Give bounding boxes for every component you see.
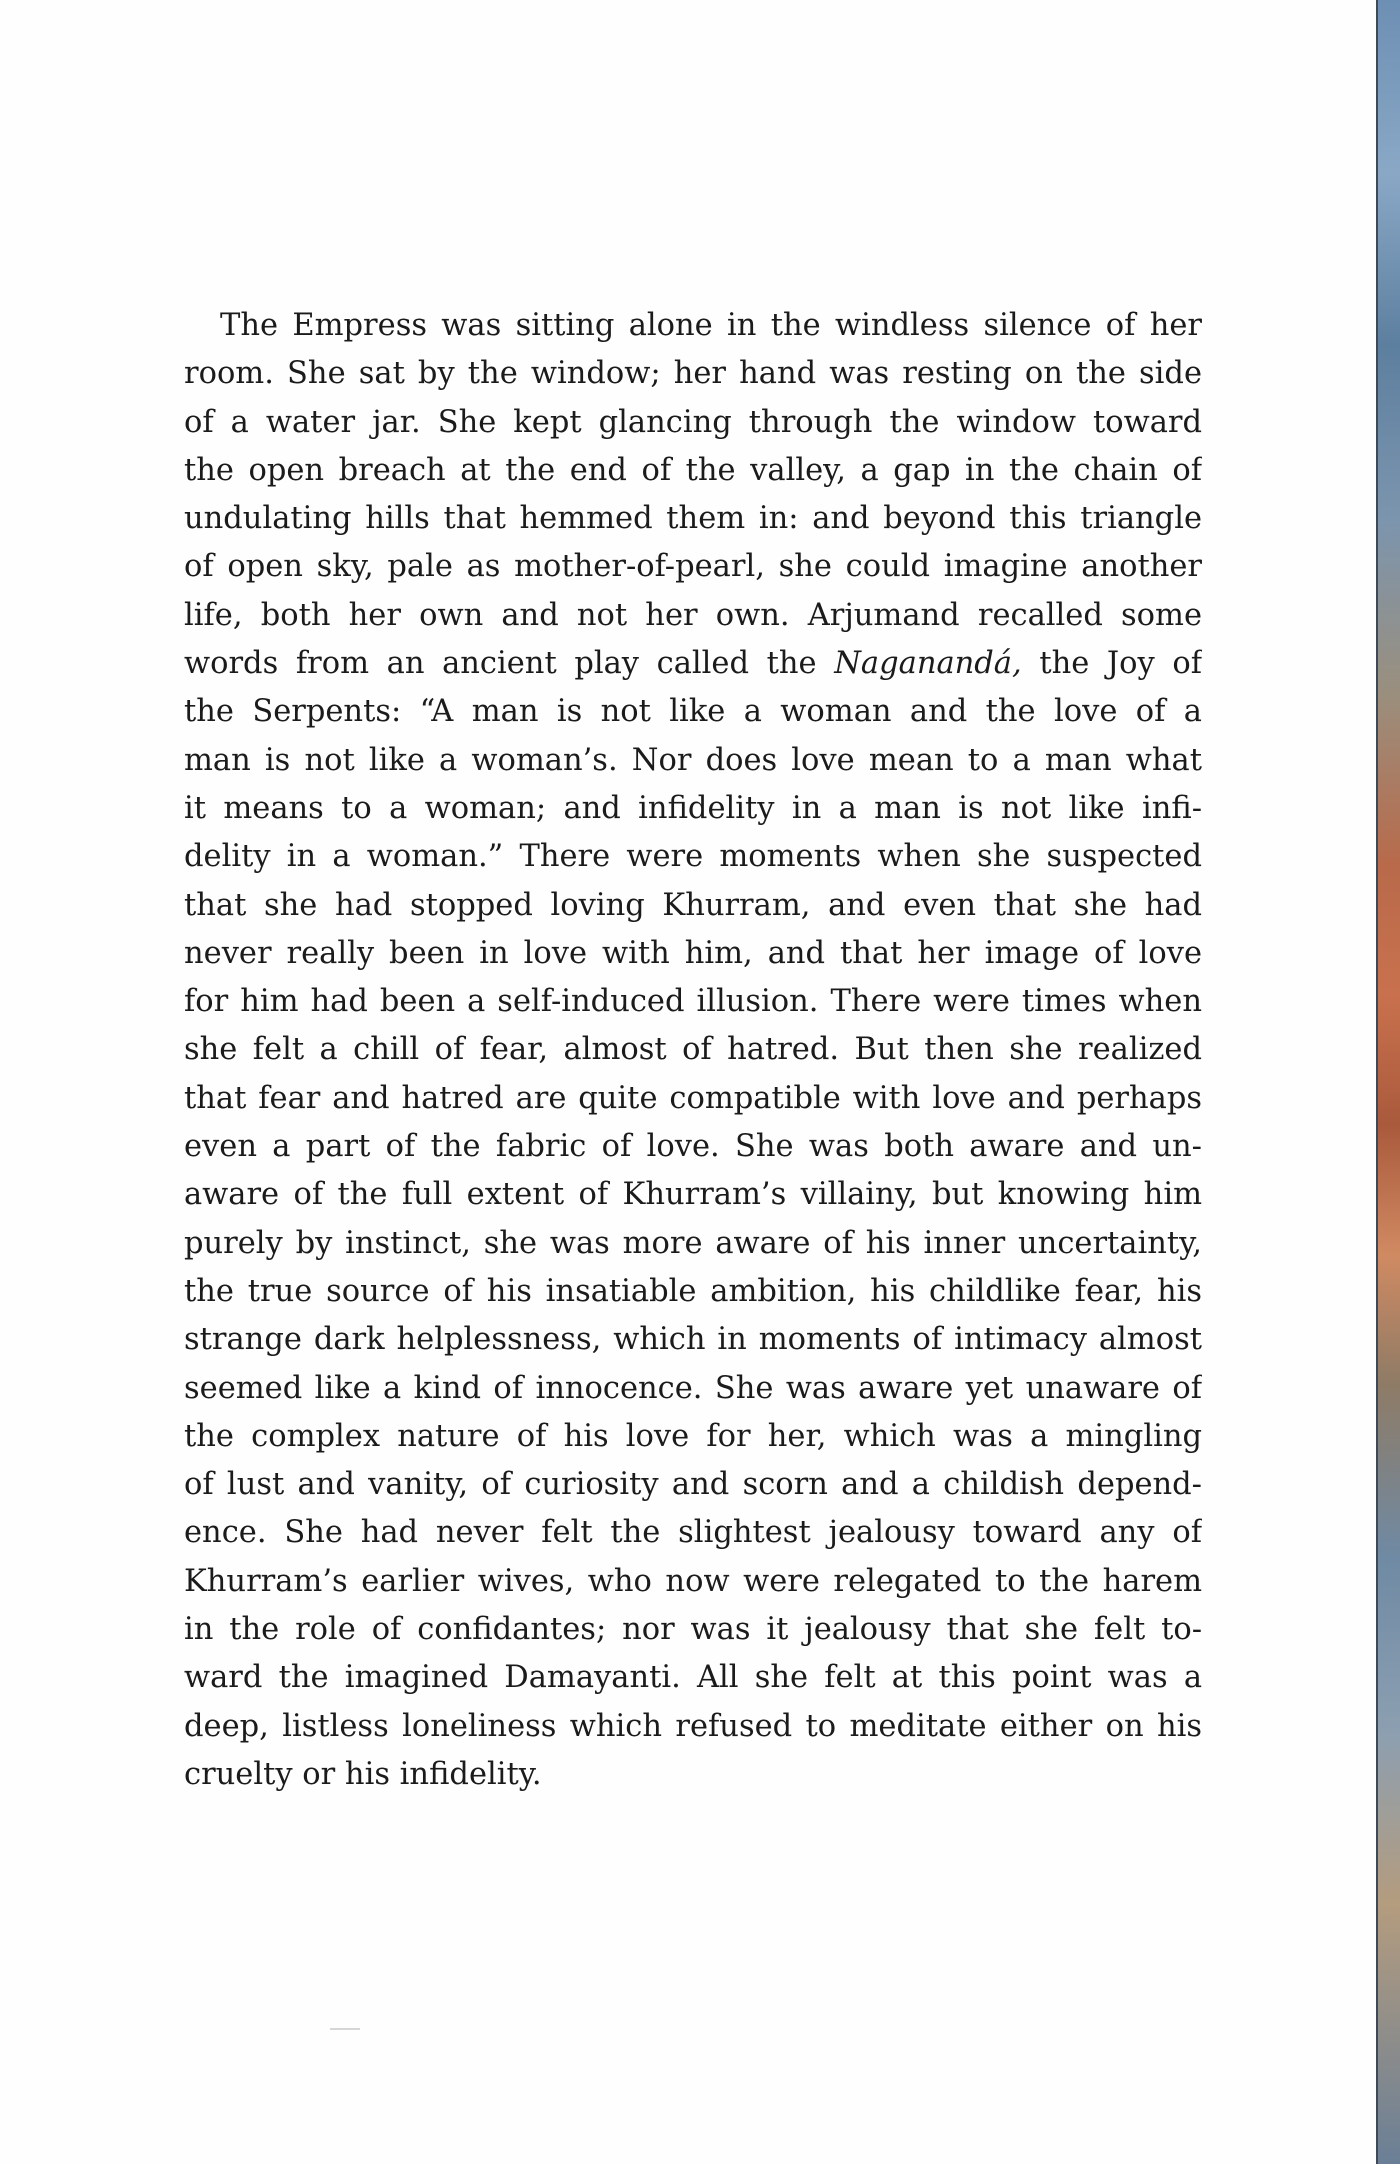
text-line: that fear and hatred are quite compatible with love and perhaps bbox=[184, 1080, 1202, 1116]
body-paragraph bbox=[184, 302, 1202, 1799]
text-line: of lust and vanity, of curiosity and scorn and a childish depend- bbox=[184, 1467, 1202, 1503]
text-line: cruelty or his infidelity. bbox=[184, 1756, 542, 1792]
text-line: of a water jar. She kept glancing through the window toward bbox=[184, 404, 1202, 440]
text-segment: the Joy of bbox=[1039, 646, 1202, 682]
text-line: life, both her own and not her own. Arjumand recalled some bbox=[184, 597, 1202, 633]
italic-play-title: Naganandá, bbox=[834, 646, 1022, 682]
text-line: that she had stopped loving Khurram, and even that she had bbox=[184, 887, 1202, 923]
text-line: strange dark helplessness, which in moments of intimacy almost bbox=[184, 1322, 1202, 1358]
text-line: she felt a chill of fear, almost of hatred. But then she realized bbox=[184, 1032, 1202, 1068]
text-line-with-title bbox=[184, 640, 1202, 688]
text-line: Khurram’s earlier wives, who now were relegated to the harem bbox=[184, 1563, 1202, 1599]
text-line: the complex nature of his love for her, which was a mingling bbox=[184, 1418, 1202, 1454]
text-line: the Serpents: “A man is not like a woman and the love of a bbox=[184, 694, 1202, 730]
text-line: ward the imagined Damayanti. All she felt at this point was a bbox=[184, 1660, 1202, 1696]
text-line: in the role of confidantes; nor was it jealousy that she felt to- bbox=[184, 1612, 1202, 1648]
text-line: it means to a woman; and infidelity in a man is not like infi- bbox=[184, 790, 1202, 826]
text-line: purely by instinct, she was more aware of his inner uncertainty, bbox=[184, 1225, 1202, 1261]
text-line: the open breach at the end of the valley, a gap in the chain of bbox=[184, 452, 1202, 488]
text-line: The Empress was sitting alone in the windless silence of her bbox=[220, 308, 1202, 343]
text-line: delity in a woman.” There were moments when she suspected bbox=[184, 839, 1202, 875]
text-line: of open sky, pale as mother-of-pearl, she could imagine another bbox=[184, 549, 1202, 585]
text-line: room. She sat by the window; her hand was resting on the side bbox=[184, 356, 1202, 392]
text-line: for him had been a self-induced illusion. There were times when bbox=[184, 984, 1202, 1020]
text-line: aware of the full extent of Khurram’s villainy, but knowing him bbox=[184, 1177, 1202, 1213]
paper-speck bbox=[330, 2028, 360, 2030]
text-line: even a part of the fabric of love. She was both aware and un- bbox=[184, 1129, 1202, 1165]
text-line: undulating hills that hemmed them in: and beyond this triangle bbox=[184, 501, 1202, 537]
text-line: deep, listless loneliness which refused to meditate either on his bbox=[184, 1708, 1202, 1744]
text-line: never really been in love with him, and that her image of love bbox=[184, 935, 1202, 971]
text-line: man is not like a woman’s. Nor does love mean to a man what bbox=[184, 742, 1202, 778]
text-line: seemed like a kind of innocence. She was aware yet unaware of bbox=[184, 1370, 1202, 1406]
text-line: the true source of his insatiable ambition, his childlike fear, his bbox=[184, 1273, 1202, 1309]
adjacent-page-illustration-edge bbox=[1376, 0, 1400, 2164]
text-segment: words from an ancient play called the bbox=[184, 646, 817, 682]
text-line: ence. She had never felt the slightest jealousy toward any of bbox=[184, 1515, 1202, 1551]
